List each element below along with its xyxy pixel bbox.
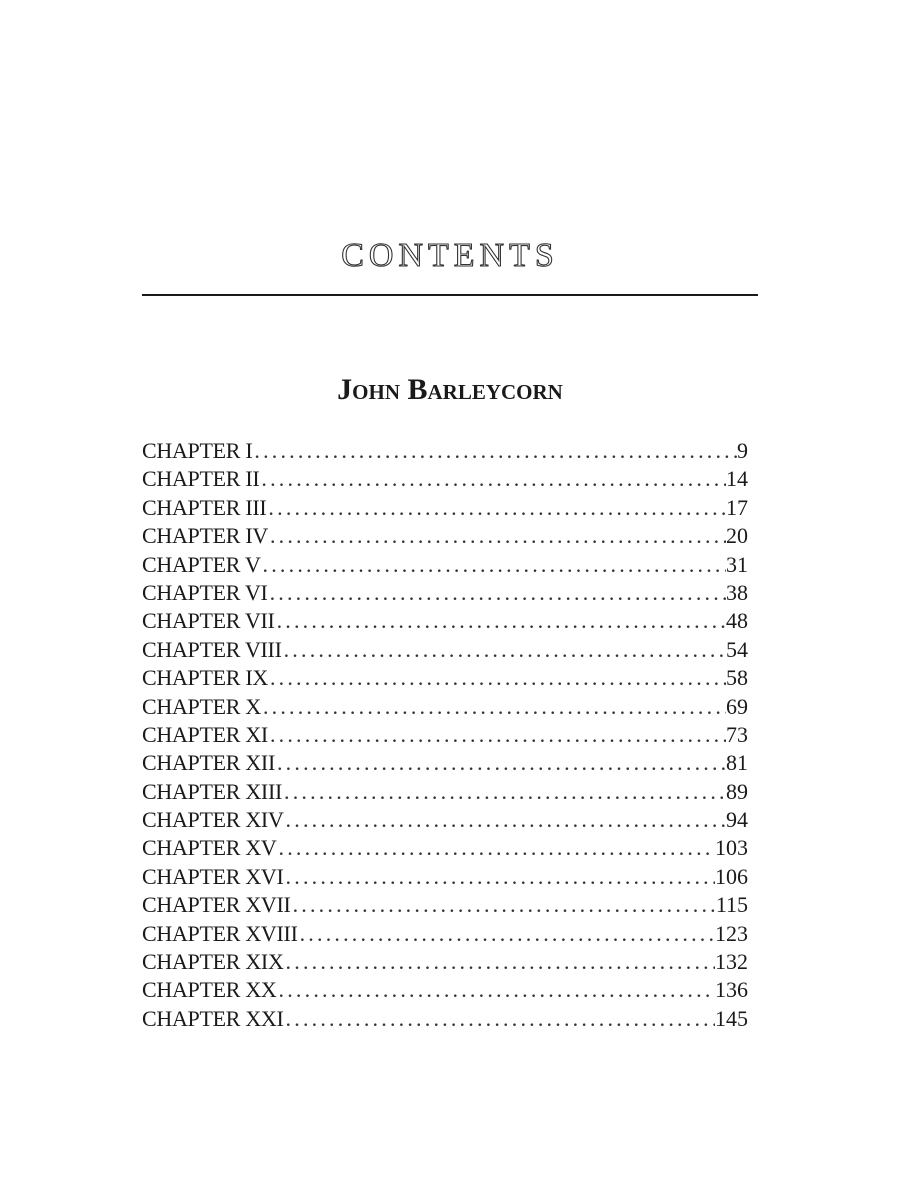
dot-leader <box>275 749 726 777</box>
toc-entry-chapter-15[interactable] <box>142 834 748 862</box>
toc-entry-chapter-9[interactable] <box>142 664 748 692</box>
toc-entry-chapter-13[interactable] <box>142 778 748 806</box>
dot-leader <box>284 948 715 976</box>
toc-entry-chapter-21[interactable] <box>142 1005 748 1033</box>
toc-entry-label: CHAPTER XVIII <box>142 920 298 946</box>
dot-leader <box>252 437 737 465</box>
toc-entry-label: CHAPTER XVI <box>142 863 284 889</box>
contents-heading: CONTENTS <box>341 237 559 274</box>
dot-leader <box>268 522 726 550</box>
dot-leader <box>291 891 716 919</box>
toc-entry-chapter-18[interactable] <box>142 920 748 948</box>
toc-entry-page-number: 54 <box>726 636 748 662</box>
dot-leader <box>277 976 715 1004</box>
toc-entry-label: CHAPTER IV <box>142 523 268 549</box>
toc-entry-label: CHAPTER IX <box>142 665 268 691</box>
toc-entry-page-number: 17 <box>726 494 748 520</box>
dot-leader <box>298 920 715 948</box>
toc-entry-label: CHAPTER XII <box>142 750 275 776</box>
toc-entry-label: CHAPTER XI <box>142 721 268 747</box>
toc-entry-page-number: 145 <box>715 1005 748 1031</box>
toc-entry-page-number: 20 <box>726 523 748 549</box>
dot-leader <box>284 806 726 834</box>
toc-entry-page-number: 136 <box>715 977 748 1003</box>
toc-entry-page-number: 69 <box>726 693 748 719</box>
toc-entry-label: CHAPTER XXI <box>142 1005 284 1031</box>
toc-entry-label: CHAPTER VIII <box>142 636 282 662</box>
toc-entry-chapter-6[interactable] <box>142 579 748 607</box>
dot-leader <box>284 863 715 891</box>
toc-entry-label: CHAPTER I <box>142 438 253 463</box>
dot-leader <box>268 664 726 692</box>
toc-entry-page-number: 115 <box>715 892 748 918</box>
dot-leader <box>266 494 726 522</box>
toc-entry-page-number: 94 <box>726 807 748 833</box>
toc-entry-page-number: 106 <box>715 863 748 889</box>
toc-entry-page-number: 31 <box>726 551 748 577</box>
toc-entry-page-number: 123 <box>715 920 748 946</box>
toc-entry-label: CHAPTER II <box>142 466 260 492</box>
toc-entry-chapter-19[interactable] <box>142 948 748 976</box>
dot-leader <box>277 834 715 862</box>
toc-entry-label: CHAPTER V <box>142 551 261 577</box>
toc-entry-page-number: 58 <box>726 665 748 691</box>
toc-entry-label: CHAPTER VII <box>142 608 275 634</box>
toc-entry-chapter-4[interactable] <box>142 522 748 550</box>
book-title: John Barleycorn <box>337 373 563 406</box>
dot-leader <box>282 778 726 806</box>
toc-entry-label: CHAPTER XIV <box>142 807 284 833</box>
toc-entry-chapter-11[interactable] <box>142 721 748 749</box>
table-of-contents <box>142 437 748 1033</box>
toc-entry-label: CHAPTER XIII <box>142 778 283 804</box>
toc-entry-page-number: 48 <box>726 608 748 634</box>
toc-entry-page-number: 73 <box>726 721 748 747</box>
toc-entry-label: CHAPTER III <box>142 494 267 520</box>
dot-leader <box>259 465 726 493</box>
toc-entry-page-number: 103 <box>715 835 748 861</box>
heading-divider <box>142 294 758 296</box>
dot-leader <box>275 607 726 635</box>
toc-entry-chapter-14[interactable] <box>142 806 748 834</box>
toc-entry-chapter-8[interactable] <box>142 636 748 664</box>
toc-entry-page-number: 14 <box>726 466 748 492</box>
toc-entry-label: CHAPTER X <box>142 693 261 719</box>
toc-entry-label: CHAPTER XIX <box>142 949 284 975</box>
toc-entry-chapter-20[interactable] <box>142 976 748 1004</box>
toc-entry-label: CHAPTER XX <box>142 977 277 1003</box>
toc-entry-chapter-10[interactable] <box>142 693 748 721</box>
toc-entry-chapter-7[interactable] <box>142 607 748 635</box>
toc-entry-chapter-1[interactable] <box>142 437 748 465</box>
toc-entry-chapter-16[interactable] <box>142 863 748 891</box>
toc-entry-label: CHAPTER VI <box>142 579 268 605</box>
toc-entry-page-number: 9 <box>737 438 748 463</box>
toc-entry-label: CHAPTER XVII <box>142 892 291 918</box>
dot-leader <box>268 579 726 607</box>
toc-entry-chapter-3[interactable] <box>142 494 748 522</box>
toc-entry-page-number: 81 <box>726 750 748 776</box>
dot-leader <box>268 721 726 749</box>
toc-entry-label: CHAPTER XV <box>142 835 277 861</box>
dot-leader <box>284 1005 715 1033</box>
toc-entry-chapter-17[interactable] <box>142 891 748 919</box>
toc-entry-page-number: 132 <box>715 949 748 975</box>
toc-entry-page-number: 38 <box>726 579 748 605</box>
toc-entry-page-number: 89 <box>726 778 748 804</box>
toc-entry-chapter-12[interactable] <box>142 749 748 777</box>
toc-entry-chapter-2[interactable] <box>142 465 748 493</box>
dot-leader <box>261 693 726 721</box>
dot-leader <box>282 636 726 664</box>
dot-leader <box>261 551 726 579</box>
toc-entry-chapter-5[interactable] <box>142 551 748 579</box>
